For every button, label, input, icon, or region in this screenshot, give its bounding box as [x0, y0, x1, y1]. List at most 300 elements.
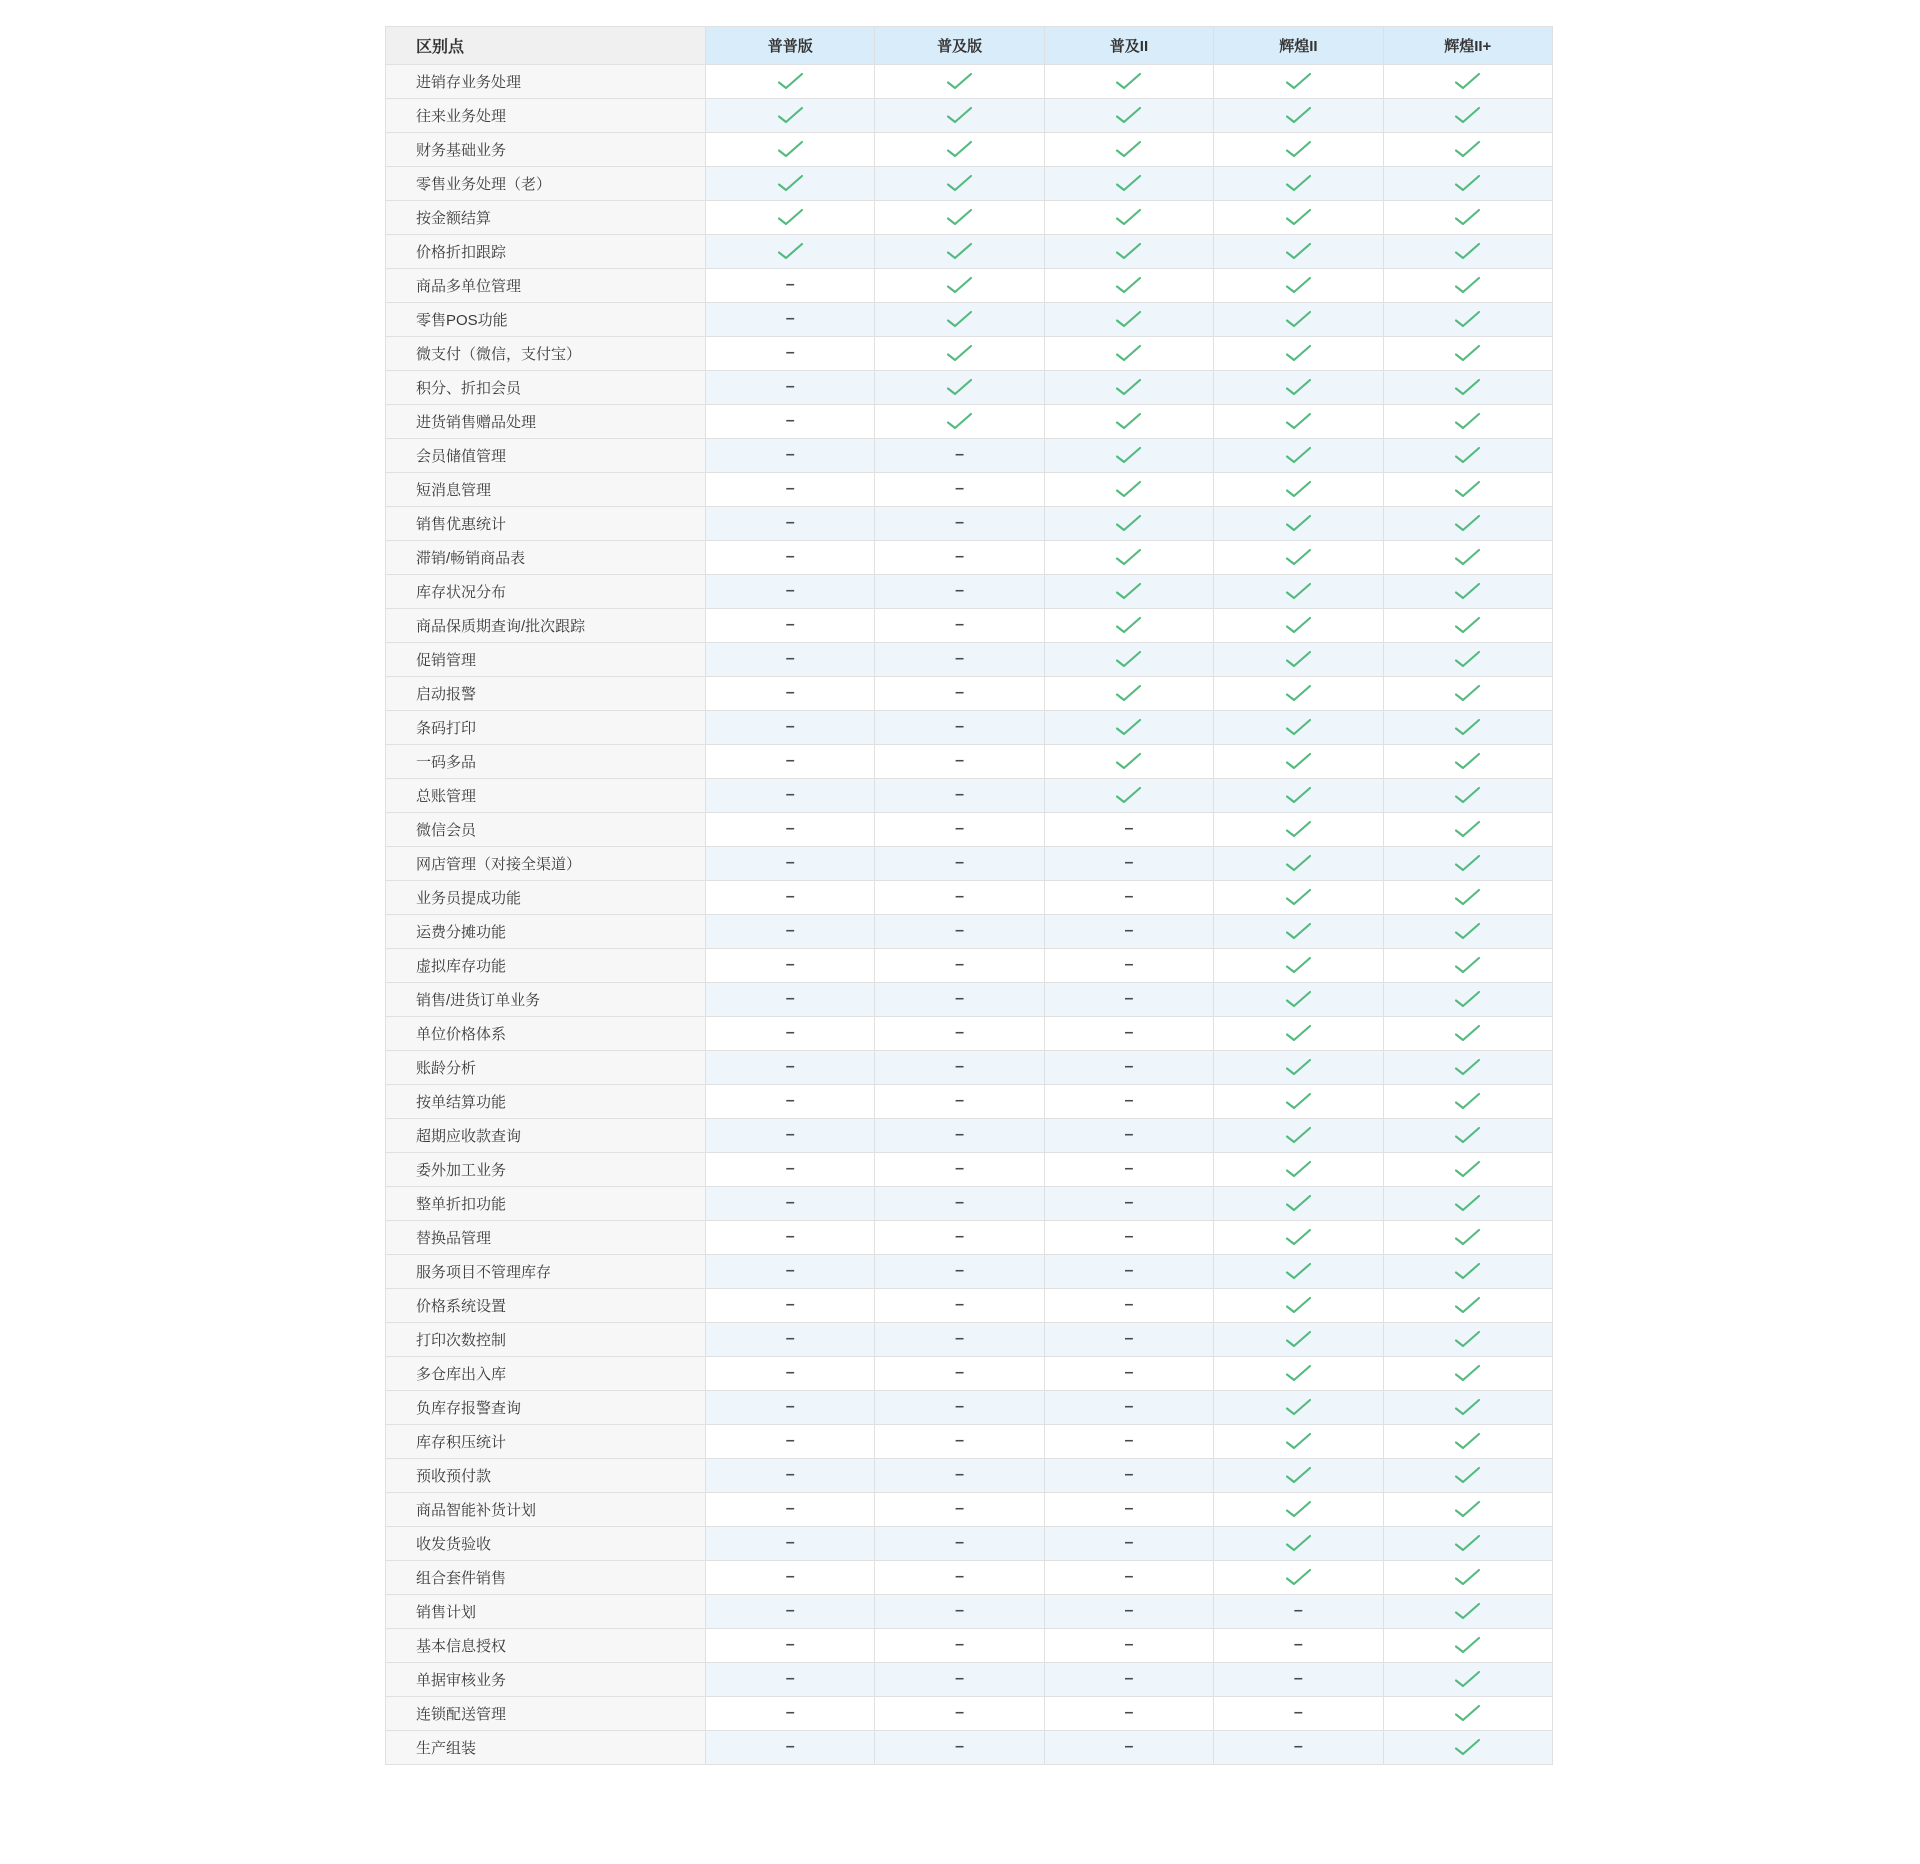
feature-cell-dash — [706, 915, 875, 949]
dash-icon: – — [1124, 1227, 1134, 1245]
check-icon — [777, 208, 804, 226]
feature-cell-check — [1214, 1221, 1383, 1255]
check-icon — [1454, 1262, 1481, 1280]
table-row — [386, 1255, 1553, 1289]
table-row — [386, 1493, 1553, 1527]
feature-cell-check — [1383, 1663, 1552, 1697]
feature-cell-check — [1383, 745, 1552, 779]
feature-cell-check — [1383, 711, 1552, 745]
feature-label: 账龄分析 — [386, 1051, 706, 1085]
check-icon — [1454, 446, 1481, 464]
feature-cell-dash — [1044, 813, 1213, 847]
table-row — [386, 371, 1553, 405]
feature-label: 零售业务处理（老） — [386, 167, 706, 201]
check-icon — [1115, 548, 1142, 566]
feature-label: 零售POS功能 — [386, 303, 706, 337]
check-icon — [1454, 650, 1481, 668]
check-icon — [1454, 1670, 1481, 1688]
table-row — [386, 1663, 1553, 1697]
feature-cell-dash — [1044, 1391, 1213, 1425]
feature-cell-check — [1383, 609, 1552, 643]
feature-cell-dash — [1044, 1017, 1213, 1051]
check-icon — [1454, 1602, 1481, 1620]
header-row — [386, 27, 1553, 65]
feature-cell-check — [1383, 1323, 1552, 1357]
feature-cell-dash — [875, 1425, 1044, 1459]
table-row — [386, 983, 1553, 1017]
feature-cell-dash — [875, 1731, 1044, 1765]
feature-cell-check — [1214, 745, 1383, 779]
feature-cell-dash — [706, 1085, 875, 1119]
feature-cell-check — [1383, 779, 1552, 813]
feature-cell-dash — [1044, 1153, 1213, 1187]
check-icon — [1454, 1330, 1481, 1348]
dash-icon: – — [1124, 1193, 1134, 1211]
dash-icon: – — [1124, 1397, 1134, 1415]
feature-label: 虚拟库存功能 — [386, 949, 706, 983]
dash-icon: – — [955, 1295, 965, 1313]
feature-cell-dash — [875, 1527, 1044, 1561]
feature-cell-dash — [706, 371, 875, 405]
check-icon — [1115, 378, 1142, 396]
dash-icon: – — [785, 1397, 795, 1415]
feature-cell-check — [875, 201, 1044, 235]
dash-icon: – — [955, 1669, 965, 1687]
feature-cell-check — [1044, 405, 1213, 439]
feature-cell-check — [1214, 609, 1383, 643]
feature-cell-check — [1044, 99, 1213, 133]
column-header-edition: 普及II — [1044, 27, 1213, 65]
feature-cell-check — [1214, 1425, 1383, 1459]
check-icon — [946, 72, 973, 90]
check-icon — [1285, 582, 1312, 600]
check-icon — [1285, 208, 1312, 226]
feature-cell-check — [875, 269, 1044, 303]
feature-label: 按单结算功能 — [386, 1085, 706, 1119]
dash-icon: – — [785, 1465, 795, 1483]
table-row — [386, 133, 1553, 167]
feature-cell-dash — [706, 983, 875, 1017]
feature-cell-check — [1383, 1731, 1552, 1765]
dash-icon: – — [785, 275, 795, 293]
feature-cell-dash — [875, 1323, 1044, 1357]
feature-cell-dash — [706, 541, 875, 575]
check-icon — [1115, 480, 1142, 498]
check-icon — [1115, 310, 1142, 328]
feature-cell-dash — [706, 269, 875, 303]
feature-cell-dash — [875, 575, 1044, 609]
feature-cell-check — [1383, 1697, 1552, 1731]
dash-icon: – — [955, 1159, 965, 1177]
check-icon — [1285, 1534, 1312, 1552]
feature-cell-check — [1383, 1357, 1552, 1391]
feature-cell-check — [875, 235, 1044, 269]
feature-label: 多仓库出入库 — [386, 1357, 706, 1391]
feature-cell-check — [1214, 1323, 1383, 1357]
feature-cell-check — [1044, 235, 1213, 269]
dash-icon: – — [955, 547, 965, 565]
feature-cell-check — [1383, 1051, 1552, 1085]
feature-cell-check — [1044, 201, 1213, 235]
check-icon — [1285, 174, 1312, 192]
feature-cell-check — [1383, 1017, 1552, 1051]
feature-cell-dash — [875, 745, 1044, 779]
dash-icon: – — [1124, 1465, 1134, 1483]
dash-icon: – — [1293, 1601, 1303, 1619]
feature-cell-check — [1214, 915, 1383, 949]
table-row — [386, 1629, 1553, 1663]
dash-icon: – — [785, 955, 795, 973]
feature-cell-dash — [875, 949, 1044, 983]
table-row — [386, 1357, 1553, 1391]
feature-cell-check — [1044, 65, 1213, 99]
feature-cell-dash — [875, 1697, 1044, 1731]
feature-label: 积分、折扣会员 — [386, 371, 706, 405]
check-icon — [1285, 344, 1312, 362]
table-row — [386, 1459, 1553, 1493]
feature-cell-check — [875, 133, 1044, 167]
feature-cell-dash — [706, 1255, 875, 1289]
feature-cell-check — [1383, 1119, 1552, 1153]
feature-cell-check — [1214, 1459, 1383, 1493]
feature-cell-dash — [706, 473, 875, 507]
feature-cell-dash — [706, 1663, 875, 1697]
feature-label: 组合套件销售 — [386, 1561, 706, 1595]
dash-icon: – — [955, 1057, 965, 1075]
check-icon — [777, 72, 804, 90]
dash-icon: – — [785, 547, 795, 565]
feature-label: 短消息管理 — [386, 473, 706, 507]
feature-cell-check — [1383, 337, 1552, 371]
feature-cell-dash — [706, 813, 875, 847]
check-icon — [1285, 990, 1312, 1008]
feature-cell-check — [1214, 235, 1383, 269]
feature-cell-check — [1383, 303, 1552, 337]
check-icon — [1285, 1466, 1312, 1484]
check-icon — [1115, 684, 1142, 702]
check-icon — [777, 140, 804, 158]
feature-label: 进货销售赠品处理 — [386, 405, 706, 439]
table-row — [386, 915, 1553, 949]
check-icon — [1454, 1024, 1481, 1042]
check-icon — [1454, 1432, 1481, 1450]
feature-cell-dash — [706, 405, 875, 439]
dash-icon: – — [1293, 1737, 1303, 1755]
feature-cell-check — [1044, 711, 1213, 745]
check-icon — [1454, 1160, 1481, 1178]
feature-cell-dash — [1044, 1595, 1213, 1629]
check-icon — [946, 344, 973, 362]
feature-cell-check — [1383, 167, 1552, 201]
dash-icon: – — [955, 921, 965, 939]
check-icon — [1115, 786, 1142, 804]
dash-icon: – — [955, 751, 965, 769]
check-icon — [946, 378, 973, 396]
table-row — [386, 473, 1553, 507]
feature-cell-dash — [706, 779, 875, 813]
dash-icon: – — [1124, 955, 1134, 973]
feature-cell-check — [875, 337, 1044, 371]
check-icon — [1285, 514, 1312, 532]
feature-cell-dash — [875, 1493, 1044, 1527]
feature-cell-dash — [1044, 1697, 1213, 1731]
dash-icon: – — [785, 1737, 795, 1755]
check-icon — [1115, 446, 1142, 464]
table-row — [386, 1527, 1553, 1561]
feature-label: 负库存报警查询 — [386, 1391, 706, 1425]
dash-icon: – — [785, 785, 795, 803]
check-icon — [946, 174, 973, 192]
feature-cell-check — [1214, 1289, 1383, 1323]
dash-icon: – — [955, 615, 965, 633]
feature-cell-check — [1383, 575, 1552, 609]
dash-icon: – — [785, 1295, 795, 1313]
feature-cell-dash — [875, 813, 1044, 847]
feature-label: 微支付（微信，支付宝） — [386, 337, 706, 371]
check-icon — [1285, 72, 1312, 90]
check-icon — [1285, 786, 1312, 804]
table-row — [386, 201, 1553, 235]
check-icon — [1454, 1296, 1481, 1314]
feature-label: 按金额结算 — [386, 201, 706, 235]
table-row — [386, 711, 1553, 745]
feature-label: 价格系统设置 — [386, 1289, 706, 1323]
check-icon — [1454, 378, 1481, 396]
feature-label: 会员储值管理 — [386, 439, 706, 473]
feature-label: 一码多品 — [386, 745, 706, 779]
dash-icon: – — [785, 1329, 795, 1347]
table-row — [386, 541, 1553, 575]
feature-cell-dash — [706, 1459, 875, 1493]
dash-icon: – — [785, 1057, 795, 1075]
check-icon — [1115, 616, 1142, 634]
feature-cell-check — [1044, 507, 1213, 541]
table-row — [386, 1289, 1553, 1323]
dash-icon: – — [785, 683, 795, 701]
table-row — [386, 1425, 1553, 1459]
feature-cell-dash — [706, 677, 875, 711]
dash-icon: – — [785, 1363, 795, 1381]
dash-icon: – — [785, 921, 795, 939]
check-icon — [1454, 854, 1481, 872]
feature-cell-check — [1044, 609, 1213, 643]
dash-icon: – — [785, 1431, 795, 1449]
dash-icon: – — [1124, 989, 1134, 1007]
dash-icon: – — [785, 1261, 795, 1279]
feature-cell-check — [1214, 303, 1383, 337]
feature-label: 收发货验收 — [386, 1527, 706, 1561]
table-row — [386, 1697, 1553, 1731]
feature-cell-check — [1383, 813, 1552, 847]
feature-cell-dash — [1044, 1323, 1213, 1357]
feature-cell-dash — [875, 1629, 1044, 1663]
check-icon — [1285, 1432, 1312, 1450]
feature-label: 商品多单位管理 — [386, 269, 706, 303]
dash-icon: – — [955, 1703, 965, 1721]
table-row — [386, 235, 1553, 269]
feature-cell-dash — [875, 1459, 1044, 1493]
feature-cell-dash — [1044, 1221, 1213, 1255]
dash-icon: – — [785, 1635, 795, 1653]
table-row — [386, 575, 1553, 609]
feature-cell-dash — [706, 1323, 875, 1357]
table-row — [386, 1323, 1553, 1357]
check-icon — [1285, 548, 1312, 566]
feature-cell-dash — [875, 1255, 1044, 1289]
feature-cell-dash — [706, 1527, 875, 1561]
feature-cell-check — [875, 65, 1044, 99]
dash-icon: – — [955, 853, 965, 871]
feature-cell-dash — [875, 1221, 1044, 1255]
feature-cell-check — [1044, 167, 1213, 201]
dash-icon: – — [785, 887, 795, 905]
feature-cell-dash — [706, 1289, 875, 1323]
feature-cell-check — [875, 371, 1044, 405]
check-icon — [1285, 650, 1312, 668]
dash-icon: – — [955, 955, 965, 973]
feature-cell-check — [1044, 269, 1213, 303]
table-row — [386, 1221, 1553, 1255]
dash-icon: – — [955, 717, 965, 735]
check-icon — [1115, 650, 1142, 668]
dash-icon: – — [785, 581, 795, 599]
table-row — [386, 1391, 1553, 1425]
dash-icon: – — [1124, 1567, 1134, 1585]
feature-cell-check — [1383, 235, 1552, 269]
table-row — [386, 1561, 1553, 1595]
dash-icon: – — [1293, 1669, 1303, 1687]
check-icon — [1285, 888, 1312, 906]
check-icon — [1285, 1568, 1312, 1586]
feature-cell-dash — [1044, 915, 1213, 949]
dash-icon: – — [785, 1159, 795, 1177]
feature-cell-dash — [875, 1187, 1044, 1221]
feature-label: 条码打印 — [386, 711, 706, 745]
dash-icon: – — [785, 989, 795, 1007]
feature-cell-dash — [1044, 1051, 1213, 1085]
feature-cell-check — [706, 133, 875, 167]
feature-cell-dash — [875, 1289, 1044, 1323]
dash-icon: – — [785, 717, 795, 735]
feature-cell-dash — [706, 1493, 875, 1527]
feature-cell-check — [1383, 1085, 1552, 1119]
column-header-edition: 辉煌II — [1214, 27, 1383, 65]
table-row — [386, 1731, 1553, 1765]
feature-cell-dash — [706, 1221, 875, 1255]
dash-icon: – — [955, 887, 965, 905]
feature-cell-dash — [706, 881, 875, 915]
check-icon — [1115, 752, 1142, 770]
feature-cell-check — [1214, 269, 1383, 303]
dash-icon: – — [955, 1499, 965, 1517]
check-icon — [1454, 1500, 1481, 1518]
feature-cell-check — [1383, 405, 1552, 439]
dash-icon: – — [955, 1227, 965, 1245]
feature-cell-dash — [706, 1425, 875, 1459]
feature-cell-dash — [875, 1391, 1044, 1425]
dash-icon: – — [1124, 1601, 1134, 1619]
feature-cell-dash — [875, 473, 1044, 507]
table-row — [386, 779, 1553, 813]
check-icon — [946, 140, 973, 158]
feature-cell-check — [1214, 65, 1383, 99]
feature-cell-dash — [1044, 1731, 1213, 1765]
feature-cell-dash — [875, 609, 1044, 643]
feature-cell-check — [1214, 1357, 1383, 1391]
table-row — [386, 1119, 1553, 1153]
feature-cell-dash — [706, 1357, 875, 1391]
check-icon — [1285, 922, 1312, 940]
feature-label: 整单折扣功能 — [386, 1187, 706, 1221]
feature-cell-check — [875, 303, 1044, 337]
feature-cell-dash — [1044, 1425, 1213, 1459]
table-row — [386, 507, 1553, 541]
feature-label: 商品智能补货计划 — [386, 1493, 706, 1527]
check-icon — [1454, 344, 1481, 362]
check-icon — [777, 106, 804, 124]
feature-cell-check — [1214, 1527, 1383, 1561]
feature-cell-dash — [1214, 1629, 1383, 1663]
dash-icon: – — [785, 1703, 795, 1721]
feature-cell-check — [706, 235, 875, 269]
check-icon — [1285, 820, 1312, 838]
table-row — [386, 643, 1553, 677]
dash-icon: – — [785, 309, 795, 327]
feature-cell-dash — [706, 1697, 875, 1731]
feature-cell-dash — [706, 1595, 875, 1629]
check-icon — [1285, 1058, 1312, 1076]
feature-cell-dash — [706, 1391, 875, 1425]
feature-cell-check — [1214, 1493, 1383, 1527]
feature-cell-dash — [1044, 1561, 1213, 1595]
feature-label: 销售/进货订单业务 — [386, 983, 706, 1017]
dash-icon: – — [785, 1567, 795, 1585]
feature-cell-check — [1214, 575, 1383, 609]
feature-cell-dash — [706, 1187, 875, 1221]
feature-label: 单位价格体系 — [386, 1017, 706, 1051]
check-icon — [1285, 1500, 1312, 1518]
table-row — [386, 1085, 1553, 1119]
feature-label: 价格折扣跟踪 — [386, 235, 706, 269]
table-row — [386, 1187, 1553, 1221]
feature-label: 往来业务处理 — [386, 99, 706, 133]
dash-icon: – — [785, 445, 795, 463]
feature-cell-check — [1214, 643, 1383, 677]
feature-cell-check — [1383, 1391, 1552, 1425]
table-row — [386, 949, 1553, 983]
dash-icon: – — [1124, 1057, 1134, 1075]
dash-icon: – — [785, 411, 795, 429]
feature-cell-dash — [875, 1595, 1044, 1629]
feature-label: 基本信息授权 — [386, 1629, 706, 1663]
check-icon — [1454, 956, 1481, 974]
feature-cell-check — [875, 405, 1044, 439]
dash-icon: – — [955, 1567, 965, 1585]
dash-icon: – — [1124, 1295, 1134, 1313]
feature-cell-check — [1383, 201, 1552, 235]
feature-cell-check — [1383, 371, 1552, 405]
table-row — [386, 65, 1553, 99]
feature-label: 促销管理 — [386, 643, 706, 677]
dash-icon: – — [785, 377, 795, 395]
check-icon — [946, 412, 973, 430]
feature-cell-dash — [1214, 1595, 1383, 1629]
check-icon — [1285, 106, 1312, 124]
check-icon — [1285, 752, 1312, 770]
feature-cell-dash — [1044, 1493, 1213, 1527]
feature-cell-dash — [1214, 1663, 1383, 1697]
dash-icon: – — [955, 649, 965, 667]
